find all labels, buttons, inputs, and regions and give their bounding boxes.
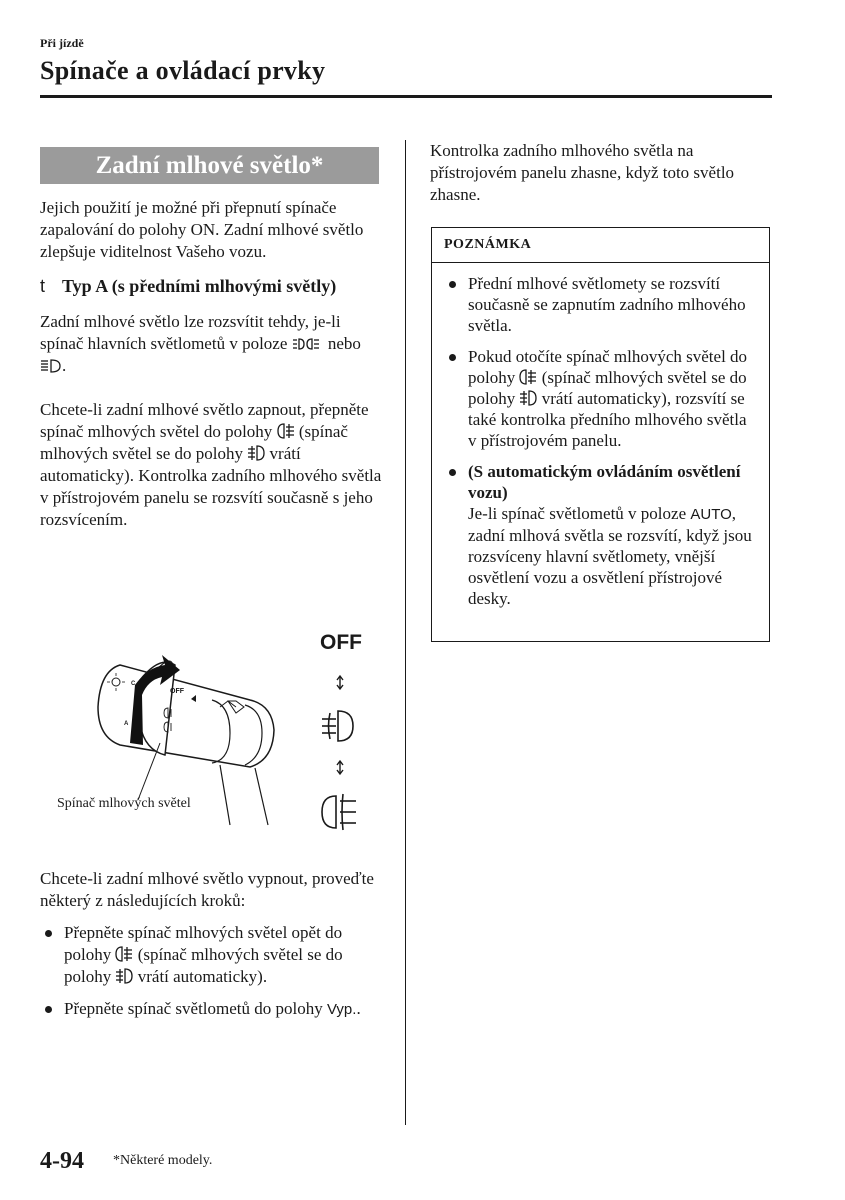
- bullet1-text-b: (spínač mlhových světel se do polohy: [64, 945, 343, 986]
- updown-arrow-2: [337, 761, 343, 774]
- note2-text-c: vrátí automaticky), rozsvítí se také kontrolka předního mlhového světla v přístrojovém panelu.: [468, 389, 747, 450]
- switch-on-text-a: Chcete-li zadní mlhové světlo zapnout, přepněte spínač mlhových světel do polohy: [40, 400, 369, 441]
- activation-text-end: .: [62, 356, 67, 375]
- footnote: *Některé modely.: [113, 1153, 213, 1168]
- rear-fog-icon: [277, 423, 295, 439]
- switch-on-text-b: (spínač mlhových světel se do polohy: [40, 422, 348, 463]
- typ-a-heading: [40, 275, 385, 298]
- list-item: [444, 346, 759, 451]
- typ-a-title: Typ A (s předními mlhovými světly): [62, 276, 337, 296]
- note-box: [431, 227, 770, 642]
- stalk-off-label: OFF: [170, 688, 184, 695]
- note3-text-b: , zadní mlhová světla se rozsvítí, když jsou rozsvíceny hlavní světlomety, vnější osvětlení vozu a osvětlení přístrojové desky.: [468, 504, 752, 608]
- front-fog-position-icon: [322, 711, 353, 741]
- list-item: [40, 998, 385, 1021]
- stalk-a-label: A: [124, 721, 129, 727]
- note-body: [432, 263, 769, 609]
- note3-text-a: Je-li spínač světlometů v poloze: [468, 504, 687, 523]
- note-heading: POZNÁMKA: [432, 228, 769, 263]
- fog-switch-figure: [40, 625, 380, 835]
- activation-text-or: nebo: [327, 334, 361, 353]
- rear-fog-position-icon: [322, 794, 356, 830]
- left-column-bottom: [40, 868, 385, 1031]
- title-rule: [40, 95, 772, 98]
- section-kicker: Při jízdě: [40, 36, 84, 50]
- typ-marker: t: [40, 276, 46, 296]
- bullet2-vyp: Vyp.: [326, 1001, 357, 1018]
- list-item: [444, 273, 759, 336]
- bullet1-text-a: Přepněte spínač mlhových světel opět do polohy: [64, 923, 343, 964]
- note-list: [444, 273, 759, 609]
- front-fog-icon: [115, 968, 133, 984]
- updown-arrow-1: [337, 676, 343, 689]
- figure-caption: Spínač mlhových světel: [57, 796, 191, 811]
- bullet1-text-c: vrátí automaticky).: [137, 967, 268, 986]
- off-label: OFF: [320, 631, 362, 654]
- column-divider: [405, 140, 406, 1125]
- switch-on-text-c: vrátí automaticky). Kontrolka zadního mlhového světla v přístrojovém panelu se rozsvítí současně s jeho rozsvícením.: [40, 444, 382, 529]
- headlight-icon: [40, 359, 62, 373]
- intro-paragraph: Jejich použití je možné při přepnutí spínače zapalování do polohy ON. Zadní mlhové světlo zlepšuje viditelnost Vašeho vozu.: [40, 198, 364, 261]
- stalk-c-label: C: [131, 681, 136, 687]
- note3-heading: (S automatickým ovládáním osvětlení vozu): [468, 462, 741, 502]
- front-fog-icon: [519, 390, 537, 406]
- left-column-top: [40, 197, 385, 531]
- right-intro-paragraph: Kontrolka zadního mlhového světla na přístrojovém panelu zhasne, když toto světlo zhasne.: [430, 141, 735, 204]
- page-number: 4-94: [40, 1148, 84, 1174]
- switch-off-list: [40, 922, 385, 1021]
- activation-paragraph: [40, 311, 385, 377]
- note1-text: Přední mlhové světlomety se rozsvítí současně se zapnutím zadního mlhového světla.: [468, 274, 746, 335]
- list-item: [40, 922, 385, 988]
- rear-fog-icon: [115, 946, 133, 962]
- switch-off-paragraph: Chcete-li zadní mlhové světlo vypnout, proveďte některý z následujících kroků:: [40, 869, 374, 910]
- rear-fog-icon: [519, 369, 537, 385]
- parking-lights-icon: [292, 337, 324, 351]
- bullet2-end: .: [356, 999, 361, 1018]
- list-item: [444, 461, 759, 609]
- bullet2-text: Přepněte spínač světlometů do polohy: [64, 999, 323, 1018]
- note2-text-a: Pokud otočíte spínač mlhových světel do polohy: [468, 347, 748, 387]
- page-title: Spínače a ovládací prvky: [40, 56, 326, 85]
- note3-auto: AUTO: [690, 506, 732, 523]
- activation-text: Zadní mlhové světlo lze rozsvítit tehdy, je-li spínač hlavních světlometů v poloze: [40, 312, 341, 353]
- note2-text-b: (spínač mlhových světel se do polohy: [468, 368, 747, 408]
- switch-on-paragraph: [40, 399, 385, 531]
- section-heading: Zadní mlhové světlo*: [40, 147, 379, 184]
- front-fog-icon: [247, 445, 265, 461]
